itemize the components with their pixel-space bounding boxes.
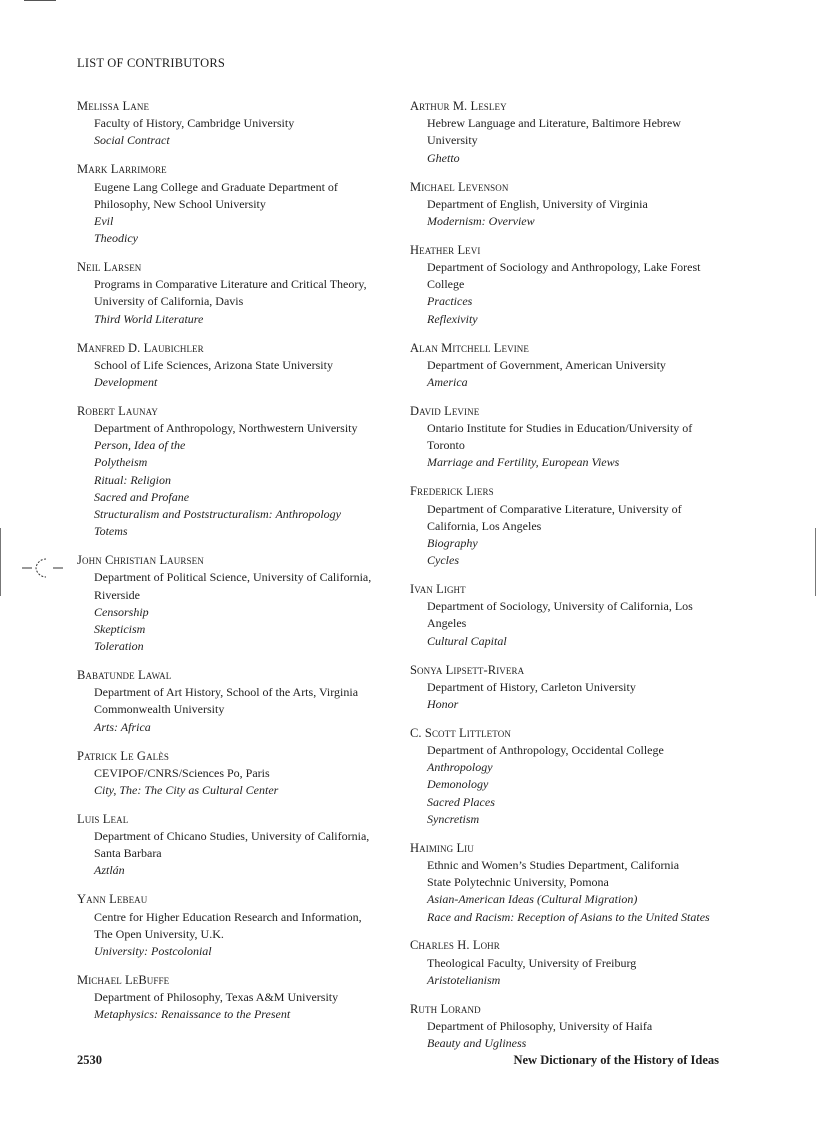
contributor-article: Ritual: Religion [94,472,171,487]
contributor-affiliation: The Open University, U.K. [94,926,224,941]
contributor-article: Beauty and Ugliness [427,1036,527,1051]
contributor-article: Asian-American Ideas (Cultural Migration) [427,892,638,907]
crop-mark-top [24,0,56,1]
contributor-name: John Christian Laursen [77,553,204,568]
contributor-article: Marriage and Fertility, European Views [427,455,620,470]
contributor-article: America [427,374,468,389]
contributor-article: Anthropology [427,760,493,775]
page-number: 2530 [77,1053,102,1067]
contributor-affiliation: Department of Comparative Literature, University of [427,501,682,516]
contributor-affiliation: Centre for Higher Education Research and Information, [94,909,362,924]
contributor-name: Arthur M. Lesley [410,99,507,113]
contributor-name: Patrick Le Galès [77,748,169,763]
contributor-affiliation: Department of Sociology and Anthropology, Lake Forest [427,260,701,274]
contributor-affiliation: Philosophy, New School University [94,196,266,211]
contributor-affiliation: Department of Political Science, University of California, [94,570,372,585]
contributor-entry [410,483,730,569]
contributor-article: Demonology [427,777,489,792]
contributor-entry [77,340,393,392]
contributor-article: Totems [94,524,128,539]
contributor-name: Yann Lebeau [77,892,148,907]
contributor-name: Mark Larrimore [77,162,167,177]
contributor-article: Aristotelianism [427,972,501,987]
contributor-article: Cycles [427,553,459,568]
contributor-name: Haiming Liu [410,840,474,855]
contributor-entry [410,840,730,926]
contributor-affiliation: Department of English, University of Virginia [427,196,648,211]
contributor-affiliation: Faculty of History, Cambridge University [94,116,295,131]
contributor-entry [77,748,393,800]
book-title: New Dictionary of the History of Ideas [513,1053,719,1067]
contributor-entry [77,972,393,1024]
contributor-article: Aztlán [94,863,125,878]
page-header: LIST OF CONTRIBUTORS [77,56,226,70]
contributor-affiliation: Eugene Lang College and Graduate Department of [94,179,338,194]
contributor-name: C. Scott Littleton [410,725,511,740]
contributor-affiliation: Angeles [427,616,467,631]
contributor-entry [410,179,730,231]
contributor-name: Robert Launay [77,403,159,418]
contributor-name: Alan Mitchell Levine [410,340,530,355]
contributor-entry [410,725,730,828]
contributor-entry [77,811,393,880]
contributor-entry [77,667,393,736]
contributor-affiliation: Ontario Institute for Studies in Education/University of [427,421,693,435]
contributor-article: University: Postcolonial [94,943,212,958]
contributor-affiliation: Department of Art History, School of the Arts, Virginia [94,685,359,700]
contributor-article: Arts: Africa [94,719,151,734]
contributor-article: Ghetto [427,150,460,165]
contributor-article: Development [94,374,158,389]
contributor-affiliation: Ethnic and Women’s Studies Department, California [427,857,680,872]
contributor-entry [410,403,730,472]
contributor-name: David Levine [410,403,480,418]
contributors-column-left [77,98,393,1035]
contributor-affiliation: Department of Anthropology, Northwestern University [94,421,358,435]
contributor-article: Sacred and Profane [94,489,190,504]
contributor-entry [410,340,730,392]
contributor-article: Skepticism [94,621,146,636]
contributor-affiliation: CEVIPOF/CNRS/Sciences Po, Paris [94,765,270,780]
contributor-affiliation: State Polytechnic University, Pomona [427,875,609,890]
contributor-article: Polytheism [94,455,148,470]
contributor-entry [410,581,730,650]
contributor-entry [77,891,393,960]
contributor-affiliation: California, Los Angeles [427,518,542,533]
contributor-affiliation: School of Life Sciences, Arizona State University [94,357,333,372]
contributor-name: Neil Larsen [77,260,142,274]
contributor-article: Reflexivity [427,311,478,326]
contributor-article: Person, Idea of the [94,438,186,453]
contributor-article: Syncretism [427,811,480,826]
contributor-article: Evil [94,213,114,228]
contributor-affiliation: Department of Philosophy, Texas A&M University [94,990,339,1005]
contributor-article: Metaphysics: Renaissance to the Present [94,1007,291,1022]
contributor-name: Manfred D. Laubichler [77,340,204,355]
contributor-affiliation: Commonwealth University [94,702,225,717]
contributor-entry [77,98,393,150]
contributor-article: Modernism: Overview [427,213,535,228]
contributor-article: Practices [427,294,473,309]
contributor-article: Censorship [94,604,149,619]
contributor-affiliation: Hebrew Language and Literature, Baltimore Hebrew [427,116,681,131]
contributor-name: Ivan Light [410,582,466,596]
contributor-entry [410,937,730,989]
contributor-name: Charles H. Lohr [410,938,500,953]
contributor-article: City, The: The City as Cultural Center [94,782,279,797]
contributor-affiliation: Santa Barbara [94,846,162,861]
contributor-article: Theodicy [94,231,138,246]
contributor-affiliation: Department of Sociology, University of California, Los [427,599,693,614]
contributor-entry [77,259,393,328]
contributor-affiliation: College [427,277,465,292]
contributor-affiliation: Toronto [427,438,465,453]
contributor-entry [410,662,730,714]
contributor-affiliation: University [427,133,478,148]
contributor-affiliation: Theological Faculty, University of Freiburg [427,955,637,970]
contributor-article: Honor [427,696,459,711]
contributor-article: Third World Literature [94,311,204,326]
contributor-entry [77,161,393,247]
contributor-entry [77,552,393,655]
crop-mark-left [0,528,1,596]
contributor-name: Michael LeBuffe [77,972,170,987]
contributor-article: Biography [427,535,478,550]
contributor-article: Race and Racism: Reception of Asians to the United States [427,909,710,924]
contributor-name: Babatunde Lawal [77,668,172,683]
contributor-entry [77,403,393,541]
contributor-name: Luis Leal [77,811,129,826]
contributor-affiliation: Programs in Comparative Literature and Critical Theory, [94,277,367,292]
contributor-affiliation: Department of Chicano Studies, University of California, [94,829,370,844]
contributor-article: Structuralism and Poststructuralism: Anthropology [94,507,342,522]
contributor-name: Frederick Liers [410,484,494,499]
contributor-name: Sonya Lipsett-Rivera [410,662,525,677]
contributor-affiliation: University of California, Davis [94,294,244,309]
contributor-name: Michael Levenson [410,179,509,194]
contributor-article: Toleration [94,639,144,654]
contributor-name: Heather Levi [410,242,481,257]
contributor-affiliation: Department of History, Carleton University [427,679,636,694]
contributor-affiliation: Department of Philosophy, University of Haifa [427,1018,653,1033]
contributor-affiliation: Department of Anthropology, Occidental College [427,743,664,757]
contributor-affiliation: Riverside [94,587,140,602]
contributor-entry [410,98,730,167]
contributor-article: Cultural Capital [427,633,507,648]
contributor-article: Sacred Places [427,794,495,809]
registration-mark-icon [22,555,74,581]
contributor-article: Social Contract [94,133,170,148]
contributor-entry [410,242,730,328]
contributor-affiliation: Department of Government, American University [427,357,666,372]
contributor-name: Melissa Lane [77,99,150,113]
contributor-name: Ruth Lorand [410,1001,481,1016]
contributors-column-right [410,98,730,1064]
contributor-entry [410,1001,730,1053]
